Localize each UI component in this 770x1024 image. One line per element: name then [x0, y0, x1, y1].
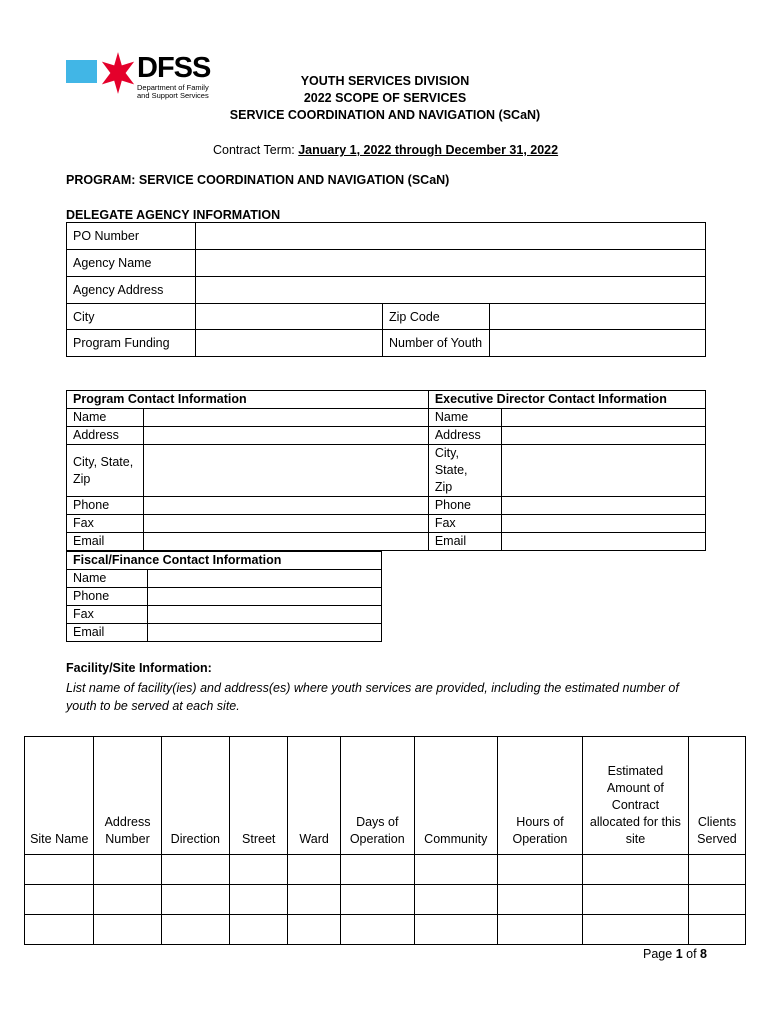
contact-info-table [66, 390, 706, 551]
site-cell[interactable] [340, 915, 414, 945]
exec-contact-city-field[interactable] [501, 445, 705, 497]
program-contact-phone-label: Phone [67, 497, 144, 515]
site-cell[interactable] [288, 885, 341, 915]
fiscal-contact-table [66, 551, 382, 642]
agency-name-field[interactable] [196, 250, 706, 277]
header-line-2: 2022 SCOPE OF SERVICES [303, 91, 467, 105]
zip-code-field[interactable] [490, 304, 706, 330]
site-cell[interactable] [161, 855, 230, 885]
zip-code-label: Zip Code [383, 304, 490, 330]
site-cell[interactable] [414, 855, 497, 885]
po-number-field[interactable] [196, 223, 706, 250]
program-contact-address-label: Address [67, 427, 144, 445]
site-cell[interactable] [688, 855, 745, 885]
program-contact-city-field[interactable] [144, 445, 429, 497]
exec-contact-fax-field[interactable] [501, 515, 705, 533]
delegate-agency-table [66, 222, 706, 357]
site-cell[interactable] [497, 855, 582, 885]
exec-contact-city-label: City, State, Zip [428, 445, 501, 497]
logo-blue-square [66, 60, 97, 83]
fiscal-name-label: Name [67, 570, 148, 588]
site-cell[interactable] [288, 915, 341, 945]
agency-name-label: Agency Name [67, 250, 196, 277]
program-contact-email-label: Email [67, 533, 144, 551]
site-column-header: Days of Operation [340, 737, 414, 855]
logo-subtitle: Department of Family and Support Services [137, 83, 209, 100]
site-column-header: Site Name [25, 737, 94, 855]
site-cell[interactable] [414, 885, 497, 915]
site-column-header: Address Number [94, 737, 161, 855]
exec-contact-email-field[interactable] [501, 533, 705, 551]
site-cell[interactable] [582, 855, 688, 885]
site-cell[interactable] [688, 885, 745, 915]
site-table [24, 736, 746, 945]
site-cell[interactable] [230, 915, 288, 945]
facility-description: List name of facility(ies) and address(es) where youth services are provided, including the estimated number of youth to be served at each site. [66, 681, 679, 713]
logo-wordmark: DFSS [137, 52, 211, 84]
site-cell[interactable] [414, 915, 497, 945]
site-cell[interactable] [25, 915, 94, 945]
program-contact-fax-label: Fax [67, 515, 144, 533]
site-cell[interactable] [340, 855, 414, 885]
contract-term-value: January 1, 2022 through December 31, 2022 [298, 143, 559, 157]
program-contact-name-field[interactable] [144, 409, 429, 427]
site-cell[interactable] [161, 885, 230, 915]
delegate-heading: DELEGATE AGENCY INFORMATION [66, 208, 281, 222]
facility-heading: Facility/Site Information: [66, 661, 212, 675]
exec-contact-heading: Executive Director Contact Information [428, 391, 705, 409]
site-cell[interactable] [94, 885, 161, 915]
site-column-header: Direction [161, 737, 230, 855]
exec-contact-address-field[interactable] [501, 427, 705, 445]
fiscal-contact-heading: Fiscal/Finance Contact Information [67, 552, 382, 570]
site-column-header: Clients Served [688, 737, 745, 855]
fiscal-phone-field[interactable] [148, 588, 382, 606]
exec-contact-phone-label: Phone [428, 497, 501, 515]
program-contact-city-label: City, State, Zip [67, 445, 144, 497]
exec-contact-fax-label: Fax [428, 515, 501, 533]
exec-contact-name-label: Name [428, 409, 501, 427]
fiscal-email-field[interactable] [148, 624, 382, 642]
program-contact-phone-field[interactable] [144, 497, 429, 515]
document-header [200, 73, 570, 124]
program-contact-name-label: Name [67, 409, 144, 427]
site-cell[interactable] [497, 885, 582, 915]
program-contact-fax-field[interactable] [144, 515, 429, 533]
fiscal-fax-field[interactable] [148, 606, 382, 624]
exec-contact-phone-field[interactable] [501, 497, 705, 515]
program-funding-label: Program Funding [67, 330, 196, 357]
fiscal-name-field[interactable] [148, 570, 382, 588]
agency-address-label: Agency Address [67, 277, 196, 304]
contract-term-label: Contract Term: [213, 143, 295, 157]
exec-contact-address-label: Address [428, 427, 501, 445]
site-column-header: Estimated Amount of Contract allocated for this site [582, 737, 688, 855]
page-number: Page 1 of 8 [643, 947, 707, 961]
fiscal-fax-label: Fax [67, 606, 148, 624]
exec-contact-email-label: Email [428, 533, 501, 551]
site-column-header: Ward [288, 737, 341, 855]
site-cell[interactable] [25, 855, 94, 885]
fiscal-phone-label: Phone [67, 588, 148, 606]
header-line-1: YOUTH SERVICES DIVISION [300, 74, 470, 88]
program-contact-address-field[interactable] [144, 427, 429, 445]
site-cell[interactable] [94, 855, 161, 885]
site-cell[interactable] [497, 915, 582, 945]
site-cell[interactable] [230, 855, 288, 885]
program-contact-email-field[interactable] [144, 533, 429, 551]
site-column-header: Community [414, 737, 497, 855]
exec-contact-name-field[interactable] [501, 409, 705, 427]
program-line: PROGRAM: SERVICE COORDINATION AND NAVIGATION (SCaN) [66, 173, 450, 187]
po-number-label: PO Number [67, 223, 196, 250]
site-cell[interactable] [582, 915, 688, 945]
program-contact-heading: Program Contact Information [67, 391, 429, 409]
site-column-header: Street [230, 737, 288, 855]
site-cell[interactable] [161, 915, 230, 945]
site-cell[interactable] [94, 915, 161, 945]
site-cell[interactable] [582, 885, 688, 915]
site-cell[interactable] [688, 915, 745, 945]
header-line-3: SERVICE COORDINATION AND NAVIGATION (SCaN) [229, 108, 541, 122]
site-cell[interactable] [25, 885, 94, 915]
site-cell[interactable] [288, 855, 341, 885]
site-column-header: Hours of Operation [497, 737, 582, 855]
site-cell[interactable] [340, 885, 414, 915]
city-field[interactable] [196, 304, 383, 330]
city-label: City [67, 304, 196, 330]
agency-address-field[interactable] [196, 277, 706, 304]
program-funding-field[interactable] [196, 330, 383, 357]
contract-term [213, 143, 558, 157]
six-point-star-icon [99, 51, 137, 95]
site-cell[interactable] [230, 885, 288, 915]
fiscal-email-label: Email [67, 624, 148, 642]
number-of-youth-label: Number of Youth [383, 330, 490, 357]
number-of-youth-field[interactable] [490, 330, 706, 357]
